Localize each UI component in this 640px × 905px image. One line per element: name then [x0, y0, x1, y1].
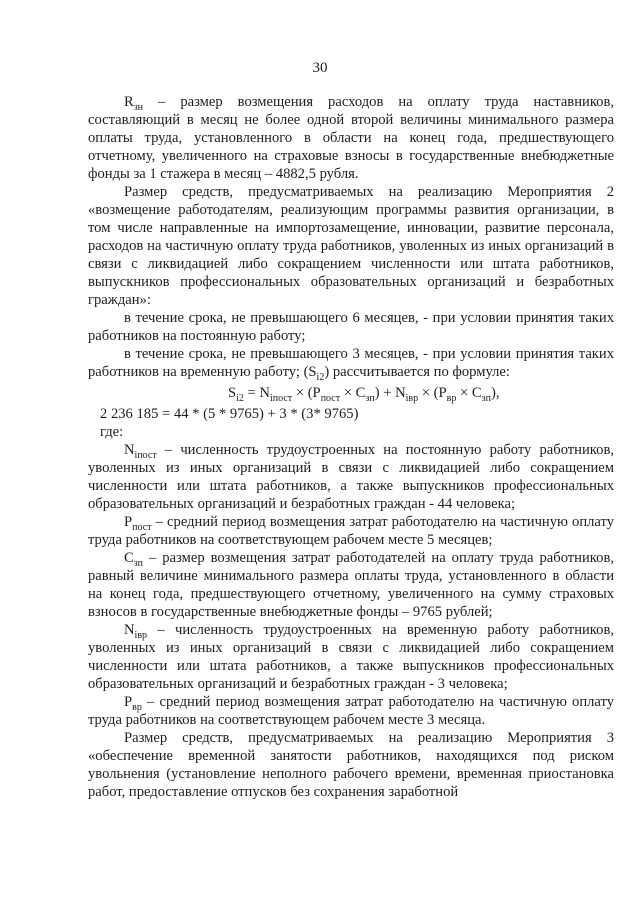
paragraph-six-months: в течение срока, не превышающего 6 месяцев, - при условии принятия таких работников на постоянную работу; — [88, 310, 614, 344]
where-label: где: — [100, 424, 124, 440]
page-number: 30 — [312, 60, 328, 76]
paragraph-three-months — [88, 345, 614, 381]
document-body — [88, 93, 614, 801]
symbol-p: P — [124, 514, 133, 530]
symbol-n-subscript: iвр — [134, 629, 148, 641]
symbol-c: C — [124, 550, 134, 566]
definition-c-zp — [88, 549, 614, 621]
paragraph-text-tail: ) рассчитывается по формуле: — [324, 364, 510, 380]
definition-p-vr — [88, 693, 614, 729]
symbol-s-subscript: i2 — [316, 371, 325, 383]
paragraph-text: размер возмещения расходов на оплату труда наставников, составляющий в месяц не более одной второй величины минимального размера оплаты труда, установленного в области на конец года, предшествующего отчетному, увеличенного на страховые взносы в государственные внебюджетные фонды за 1 стажера в месяц – 4882,5 рубля. — [88, 94, 614, 182]
symbol-p-subscript: вр — [132, 701, 142, 713]
paragraph-measure-3: Размер средств, предусматриваемых на реализацию Мероприятия 3 «обеспечение временной занятости работников, находящихся под риском увольнения (установление неполного рабочего времени, временная приостановка работ, предоставление отпусков без сохранения заработной — [88, 730, 614, 800]
symbol-r-subscript: зн — [133, 101, 144, 113]
definition-text: – средний период возмещения затрат работодателю на частичную оплату труда работников на соответствующем рабочем месте 5 месяцев; — [88, 514, 614, 548]
symbol-p: P — [124, 694, 133, 710]
definition-p-post — [88, 513, 614, 549]
symbol-n: N — [124, 622, 135, 638]
symbol-p-subscript: пост — [132, 521, 152, 533]
formula: $S_{i2} = N_{iпост} \times (P_{пост} \times C_{зп}) + N_{iвр} \times (P_{вр} \times C_{зп})$, — [228, 385, 500, 404]
paragraph-rzn-definition: $R_{зн}$ – размер возмещения расходов на оплату труда наставников, составляющий в месяц не более одной второй величины минимального размера оплаты труда, установленного в области на конец года, предшествующего отчетному, увеличенного на страховые взносы в государственные внебюджетные фонды за 1 стажера в месяц – 4882,5 рубля. — [88, 94, 614, 182]
definition-text: – размер возмещения затрат работодателей на оплату труда работников, равный величине минимального размера оплаты труда, установленного в области на конец года, предшествующего отчетному, увеличенного на сумму страховых взносов в государственные внебюджетные фонды – 9765 рублей; — [88, 550, 614, 620]
calculation-line: 2 236 185 = 44 * (5 * 9765) + 3 * (3* 9765) — [100, 406, 359, 422]
definition-n-vr — [88, 621, 614, 693]
symbol-r: R — [124, 94, 134, 110]
paragraph-measure-2: Размер средств, предусматриваемых на реализацию Мероприятия 2 «возмещение работодателям, реализующим программы развития организации, в том числе направленные на импортозамещение, инновации, развитие персонала, расходов на частичную оплату труда работников, уволенных из иных организаций в связи с ликвидацией либо сокращением численности или штата работников, выпускников профессиональных образовательных организаций и безработных граждан»: — [88, 184, 614, 308]
definition-n-post — [88, 441, 614, 513]
symbol-n: N — [124, 442, 135, 458]
symbol-c-subscript: зп — [133, 557, 144, 569]
definition-text: – численность трудоустроенных на временную работу работников, уволенных из иных организаций в связи с ликвидацией либо сокращением численности или штата работников, а также выпускников профессиональных образовательных организаций и безработных граждан - 3 человека; — [88, 622, 614, 692]
paragraph-text: в течение срока, не превышающего 3 месяцев, - при условии принятия таких работников на временную работу; (S — [88, 346, 614, 380]
symbol-n-subscript: iпост — [134, 449, 157, 461]
definition-text: – средний период возмещения затрат работодателю на частичную оплату труда работников на соответствующем рабочем месте 3 месяца. — [88, 694, 614, 728]
definition-text: – численность трудоустроенных на постоянную работу работников, уволенных из иных организаций в связи с ликвидацией либо сокращением численности или штата работников, а также выпускников профессиональных образовательных организаций и безработных граждан - 44 человека; — [88, 442, 614, 512]
